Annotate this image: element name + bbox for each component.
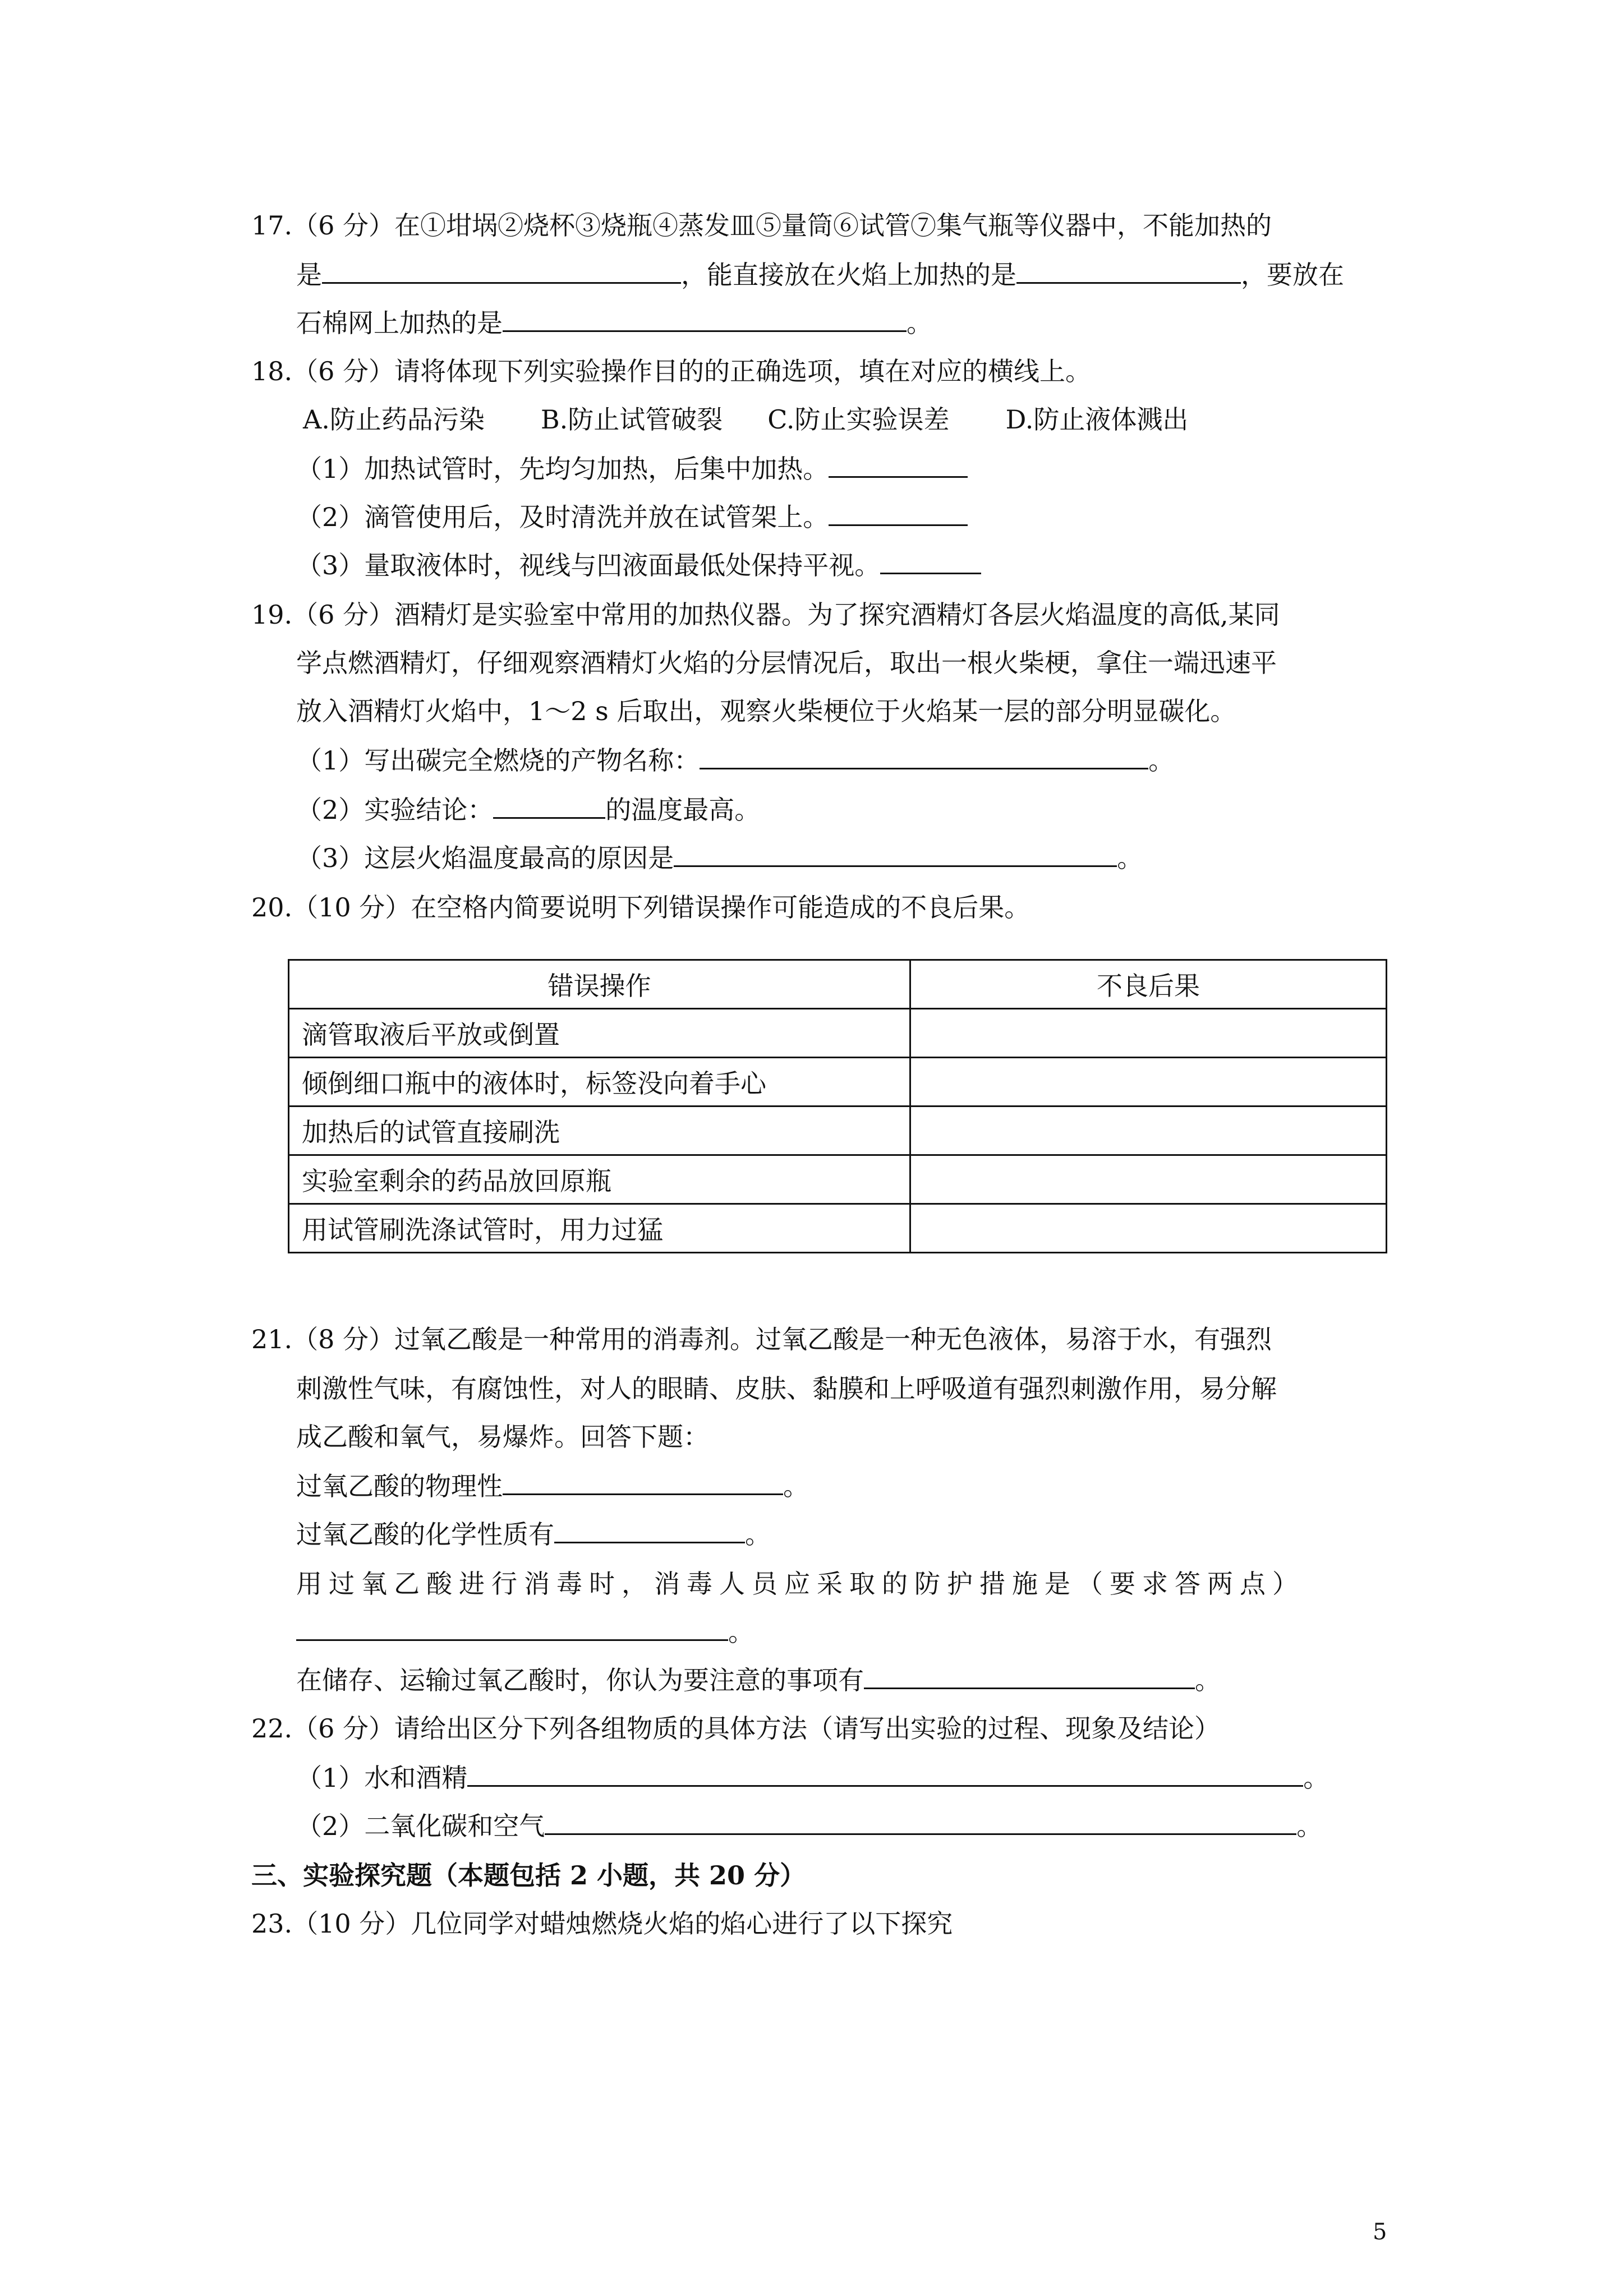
q18-item-3 [296,548,981,582]
table-cell-consequence[interactable] [910,1009,1387,1058]
q18-item-2-text: （2）滴管使用后，及时清洗并放在试管架上。 [296,502,829,532]
q17-text-c: ，要放在 [1241,260,1344,290]
q21-line2: 刺激性气味，有腐蚀性，对人的眼睛、皮肤、黏膜和上呼吸道有强烈刺激作用，易分解 [296,1373,1277,1404]
q21-blank-3[interactable] [296,1618,728,1641]
q17-line2 [296,258,1344,292]
error-operations-table [288,959,1387,1253]
q21-physical [296,1469,809,1503]
q18-option-a: A.防止药品污染 [303,404,485,435]
table-cell-consequence[interactable] [910,1106,1387,1155]
table-row [289,1058,1387,1106]
q21-storage-end: 。 [1195,1665,1221,1695]
q21-chemical-end: 。 [745,1519,771,1550]
q21-storage-text: 在储存、运输过氧乙酸时，你认为要注意的事项有 [296,1665,864,1695]
table-cell-operation: 加热后的试管直接刷洗 [289,1106,910,1155]
table-row [289,1204,1387,1253]
q19-line1: 19.（6 分）酒精灯是实验室中常用的加热仪器。为了探究酒精灯各层火焰温度的高低,某同 [251,600,1280,630]
q18-options [303,403,1188,436]
q19-sub-1-end: 。 [1148,745,1175,776]
q21-protection: 用过氧乙酸进行消毒时，消毒人员应采取的防护措施是（要求答两点） [296,1569,1305,1599]
q22-blank-1[interactable] [467,1764,1303,1787]
q19-line3: 放入酒精灯火焰中，1～2 s 后取出，观察火柴梗位于火焰某一层的部分明显碳化。 [296,696,1236,726]
q21-line3: 成乙酸和氧气，易爆炸。回答下题： [296,1422,709,1452]
q17-blank-1[interactable] [322,261,681,284]
q18-option-c: C.防止实验误差 [767,404,950,435]
q21-blank-2[interactable] [554,1520,745,1543]
q17-blank-3[interactable] [503,309,907,332]
page-number: 5 [1373,2219,1387,2245]
table-cell-operation: 滴管取液后平放或倒置 [289,1009,910,1058]
q21-blank-1[interactable] [503,1472,783,1495]
q22-sub-2 [296,1809,1322,1843]
q17-line1: 17.（6 分）在①坩埚②烧杯③烧瓶④蒸发皿⑤量筒⑥试管⑦集气瓶等仪器中，不能加热的 [251,210,1272,241]
q22-line1: 22.（6 分）请给出区分下列各组物质的具体方法（请写出实验的过程、现象及结论） [251,1713,1221,1744]
q19-line2: 学点燃酒精灯，仔细观察酒精灯火焰的分层情况后，取出一根火柴梗，拿住一端迅速平 [296,648,1277,678]
q22-sub-2-text: （2）二氧化碳和空气 [296,1811,545,1841]
q21-blank-4[interactable] [864,1666,1195,1689]
q19-blank-2[interactable] [493,796,605,819]
table-header-consequence: 不良后果 [910,960,1387,1009]
q18-item-1-text: （1）加热试管时，先均匀加热，后集中加热。 [296,454,829,484]
table-cell-operation: 实验室剩余的药品放回原瓶 [289,1155,910,1204]
q19-sub-1 [296,744,1174,777]
q22-sub-1-end: 。 [1303,1763,1329,1793]
q19-blank-3[interactable] [674,844,1117,867]
q20-line1: 20.（10 分）在空格内简要说明下列错误操作可能造成的不良后果。 [251,892,1030,923]
q19-sub-3-text: （3）这层火焰温度最高的原因是 [296,843,674,873]
q17-text-d: 石棉网上加热的是 [296,308,503,338]
q17-line3 [296,306,932,340]
q18-line1: 18.（6 分）请将体现下列实验操作目的的正确选项，填在对应的横线上。 [251,356,1092,386]
q19-sub-2-text: （2）实验结论： [296,795,494,825]
q22-sub-1-text: （1）水和酒精 [296,1763,468,1793]
q17-text-e: 。 [907,308,932,338]
q18-item-2 [296,500,968,534]
q22-blank-2[interactable] [545,1812,1296,1835]
table-cell-operation: 用试管刷洗涤试管时，用力过猛 [289,1204,910,1253]
q22-sub-2-end: 。 [1296,1811,1323,1841]
q18-blank-1[interactable] [829,455,968,478]
q21-chemical-text: 过氧乙酸的化学性质有 [296,1519,554,1550]
q19-blank-1[interactable] [700,746,1148,769]
q21-physical-text: 过氧乙酸的物理性 [296,1471,503,1501]
q19-sub-2-end: 的温度最高。 [605,795,761,825]
q19-sub-2 [296,793,760,827]
q17-text-b: ，能直接放在火焰上加热的是 [681,260,1016,290]
q18-option-d: D.防止液体溅出 [1005,404,1189,435]
q21-line1: 21.（8 分）过氧乙酸是一种常用的消毒剂。过氧乙酸是一种无色液体，易溶于水，有强烈 [251,1324,1272,1354]
table-cell-consequence[interactable] [910,1058,1387,1106]
q17-text-a: 是 [296,260,322,290]
q22-sub-1 [296,1761,1329,1795]
table-cell-operation: 倾倒细口瓶中的液体时，标签没向着手心 [289,1058,910,1106]
q18-option-b: B.防止试管破裂 [540,404,723,435]
q19-sub-3-end: 。 [1117,843,1143,873]
table-cell-consequence[interactable] [910,1155,1387,1204]
q19-sub-1-text: （1）写出碳完全燃烧的产物名称： [296,745,700,776]
table-row [289,1009,1387,1058]
q21-storage [296,1663,1221,1697]
q18-item-1 [296,452,968,486]
table-header-operation: 错误操作 [289,960,910,1009]
q18-blank-3[interactable] [880,551,981,574]
q21-physical-end: 。 [783,1471,809,1501]
table-row [289,1155,1387,1204]
q21-protection-end: 。 [728,1617,754,1647]
table-header-row [289,960,1387,1009]
q18-item-3-text: （3）量取液体时，视线与凹液面最低处保持平视。 [296,550,881,580]
q18-blank-2[interactable] [829,503,968,526]
q19-sub-3 [296,841,1143,875]
table-cell-consequence[interactable] [910,1204,1387,1253]
section-3-heading: 三、实验探究题（本题包括 2 小题，共 20 分） [251,1860,806,1891]
q23-line1: 23.（10 分）几位同学对蜡烛燃烧火焰的焰心进行了以下探究 [251,1908,953,1939]
q21-protection-answer [296,1615,754,1649]
q21-chemical [296,1518,771,1551]
table-row [289,1106,1387,1155]
q17-blank-2[interactable] [1016,261,1241,284]
